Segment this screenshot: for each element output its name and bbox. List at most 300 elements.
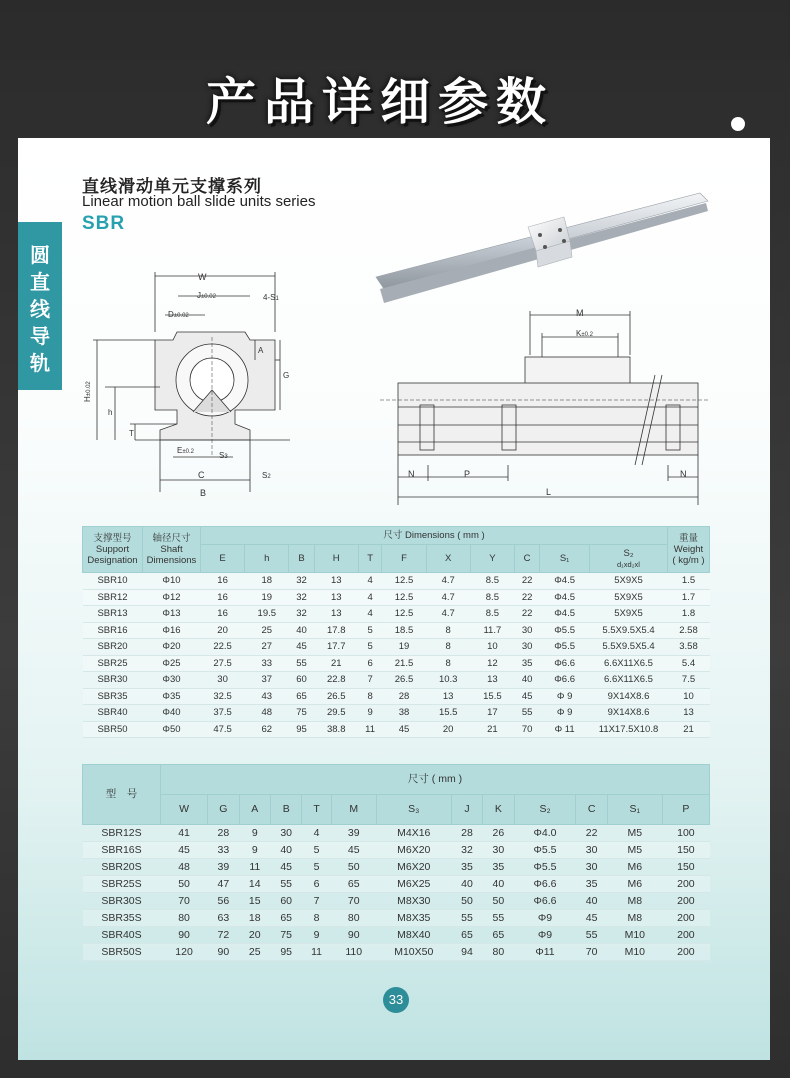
- table-cell: 40: [451, 876, 482, 893]
- table-cell: 35: [576, 876, 607, 893]
- table-cell: 65: [451, 927, 482, 944]
- table-row: [83, 842, 710, 859]
- table-cell: 15.5: [426, 705, 470, 722]
- table-cell: 70: [331, 893, 376, 910]
- table-cell: 95: [270, 944, 301, 961]
- table-cell: SBR25: [83, 655, 143, 672]
- table-cell: 16: [201, 589, 245, 606]
- table-cell: 37: [245, 672, 289, 689]
- table-cell: 10: [668, 688, 710, 705]
- table-row: [83, 825, 710, 842]
- table-cell: 25: [245, 622, 289, 639]
- table-cell: M8: [607, 910, 662, 927]
- dim-label-N-right: N: [680, 469, 687, 479]
- table-cell: 12: [470, 655, 514, 672]
- table-cell: 18.5: [382, 622, 426, 639]
- col-header: S₂: [514, 795, 576, 825]
- table-cell: 55: [514, 705, 539, 722]
- col-header: B: [270, 795, 301, 825]
- table-cell: 6: [302, 876, 331, 893]
- header-dimensions: 尺寸 Dimensions ( mm ): [201, 527, 668, 545]
- svg-text:D±0.02: [168, 310, 189, 319]
- table-cell: 21: [314, 655, 358, 672]
- table-cell: 80: [331, 910, 376, 927]
- table-cell: 27.5: [201, 655, 245, 672]
- table-cell: 13: [314, 606, 358, 623]
- table-cell: 12.5: [382, 589, 426, 606]
- dim-label-S3-sub: 3: [224, 454, 228, 460]
- header-shaft: 轴径尺寸 Shaft Dimensions: [143, 527, 201, 573]
- dim-label-W: W: [198, 272, 207, 282]
- table-row: [83, 622, 710, 639]
- table-cell: 50: [451, 893, 482, 910]
- table-cell: 62: [245, 721, 289, 738]
- dim-tolerance-K: ±0.2: [581, 332, 593, 338]
- table-cell: 17: [470, 705, 514, 722]
- table-cell: 200: [662, 876, 709, 893]
- side-tab-char: 轨: [30, 351, 50, 375]
- table-cell: 11: [358, 721, 382, 738]
- table-cell: 22.8: [314, 672, 358, 689]
- table-cell: 9X14X8.6: [590, 705, 668, 722]
- table-row: [83, 944, 710, 961]
- side-view-drawing: [380, 305, 710, 505]
- table-cell: 45: [514, 688, 539, 705]
- dim-label-T: T: [129, 429, 134, 438]
- table-cell: 3.58: [668, 639, 710, 656]
- table-row: [83, 672, 710, 689]
- table-row: [83, 705, 710, 722]
- table-cell: 5.5X9.5X5.4: [590, 639, 668, 656]
- table-cell: 13: [314, 589, 358, 606]
- table-cell: 94: [451, 944, 482, 961]
- table-cell: SBR40: [83, 705, 143, 722]
- table-cell: 30: [201, 672, 245, 689]
- table-cell: 60: [289, 672, 314, 689]
- table-cell: Φ12: [143, 589, 201, 606]
- table-cell: 55: [451, 910, 482, 927]
- table-cell: M8X35: [376, 910, 451, 927]
- table-cell: 25: [239, 944, 270, 961]
- table-cell: 35: [451, 859, 482, 876]
- table-cell: 80: [483, 944, 514, 961]
- table-row: [83, 859, 710, 876]
- table-cell: 1.5: [668, 573, 710, 590]
- table-cell: 8: [426, 622, 470, 639]
- series-title-en: Linear motion ball slide units series: [82, 193, 316, 210]
- table-cell: SBR50S: [83, 944, 161, 961]
- table-cell: 55: [289, 655, 314, 672]
- col-header: h: [245, 545, 289, 573]
- table-cell: 80: [161, 910, 208, 927]
- table-row: [83, 639, 710, 656]
- table-cell: SBR50: [83, 721, 143, 738]
- table-cell: 33: [208, 842, 239, 859]
- table-cell: Φ10: [143, 573, 201, 590]
- table-cell: 50: [161, 876, 208, 893]
- table-cell: M10: [607, 927, 662, 944]
- table-cell: SBR12: [83, 589, 143, 606]
- table-cell: 41: [161, 825, 208, 842]
- table-cell: 38: [382, 705, 426, 722]
- header-model: 型 号: [83, 765, 161, 825]
- table-cell: 4: [302, 825, 331, 842]
- table-cell: 1.7: [668, 589, 710, 606]
- col-header: T: [302, 795, 331, 825]
- table-cell: 20: [201, 622, 245, 639]
- table-cell: SBR16: [83, 622, 143, 639]
- dim-label-K: K: [576, 329, 582, 338]
- table-cell: 22: [514, 589, 539, 606]
- table-cell: 75: [289, 705, 314, 722]
- table-cell: 43: [245, 688, 289, 705]
- table-cell: 45: [331, 842, 376, 859]
- dim-label-D: D: [168, 310, 174, 319]
- table-cell: 32: [451, 842, 482, 859]
- table-cell: Φ6.6: [540, 672, 590, 689]
- table-cell: 2.58: [668, 622, 710, 639]
- table-cell: 6.6X11X6.5: [590, 672, 668, 689]
- table-row: [83, 876, 710, 893]
- col-header: W: [161, 795, 208, 825]
- table-cell: SBR25S: [83, 876, 161, 893]
- table-cell: 30: [514, 639, 539, 656]
- table-cell: SBR20: [83, 639, 143, 656]
- dim-label-S2: S: [262, 471, 268, 480]
- table-cell: 8: [302, 910, 331, 927]
- header-weight: 重量 Weight ( kg/m ): [668, 527, 710, 573]
- table-cell: 40: [514, 672, 539, 689]
- table-cell: 13: [426, 688, 470, 705]
- table-cell: 22: [514, 573, 539, 590]
- table-cell: 37.5: [201, 705, 245, 722]
- table-cell: 30: [270, 825, 301, 842]
- table-cell: 6: [358, 655, 382, 672]
- table-cell: 5: [302, 842, 331, 859]
- table-cell: Φ4.5: [540, 573, 590, 590]
- dim-label-H: H: [83, 396, 92, 402]
- table-cell: 4.7: [426, 606, 470, 623]
- table-cell: 35: [483, 859, 514, 876]
- dim-tolerance-J: ±0.02: [201, 294, 216, 300]
- table-cell: 40: [483, 876, 514, 893]
- table-cell: M6X25: [376, 876, 451, 893]
- dim-label-h: h: [108, 408, 113, 417]
- table-cell: 56: [208, 893, 239, 910]
- table-cell: Φ13: [143, 606, 201, 623]
- table-cell: 21.5: [382, 655, 426, 672]
- table-cell: 7: [358, 672, 382, 689]
- dim-label-holes-sub: 1: [275, 296, 279, 302]
- table-cell: 27: [245, 639, 289, 656]
- table-row: [83, 721, 710, 738]
- table-cell: 20: [239, 927, 270, 944]
- page-number: 33: [383, 987, 409, 1013]
- table-cell: Φ35: [143, 688, 201, 705]
- table-cell: M10: [607, 944, 662, 961]
- table-cell: 72: [208, 927, 239, 944]
- table-row: [83, 688, 710, 705]
- table-cell: 45: [270, 859, 301, 876]
- dim-label-holes: 4-S: [263, 293, 276, 302]
- table-cell: 9: [302, 927, 331, 944]
- table-cell: Φ 9: [540, 705, 590, 722]
- dim-label-A: A: [258, 346, 264, 355]
- table-cell: 60: [270, 893, 301, 910]
- table-cell: 55: [483, 910, 514, 927]
- table-cell: 7.5: [668, 672, 710, 689]
- table-cell: 32: [289, 589, 314, 606]
- table-cell: 4: [358, 606, 382, 623]
- table-row: [83, 606, 710, 623]
- table-cell: 10: [470, 639, 514, 656]
- table-row: [83, 589, 710, 606]
- table-cell: 9: [358, 705, 382, 722]
- table-cell: 40: [270, 842, 301, 859]
- col-header: B: [289, 545, 314, 573]
- table-cell: 48: [245, 705, 289, 722]
- col-header: K: [483, 795, 514, 825]
- table-cell: 4.7: [426, 573, 470, 590]
- table-cell: 28: [208, 825, 239, 842]
- table-cell: 13: [314, 573, 358, 590]
- table-cell: 45: [289, 639, 314, 656]
- table-cell: 50: [483, 893, 514, 910]
- table-cell: 8.5: [470, 589, 514, 606]
- table-cell: 28: [382, 688, 426, 705]
- table-cell: 150: [662, 859, 709, 876]
- table-cell: 5X9X5: [590, 573, 668, 590]
- col-header: Y: [470, 545, 514, 573]
- dim-label-C: C: [198, 470, 205, 480]
- table-cell: 8.5: [470, 573, 514, 590]
- table-cell: 7: [302, 893, 331, 910]
- table-cell: Φ6.6: [540, 655, 590, 672]
- table-cell: 55: [576, 927, 607, 944]
- table-cell: 39: [208, 859, 239, 876]
- table-cell: 12.5: [382, 573, 426, 590]
- table-cell: 8: [358, 688, 382, 705]
- table-cell: Φ50: [143, 721, 201, 738]
- table-cell: 200: [662, 893, 709, 910]
- table-cell: 18: [245, 573, 289, 590]
- table-cell: 6.6X11X6.5: [590, 655, 668, 672]
- table-cell: 40: [576, 893, 607, 910]
- dim-label-P: P: [464, 469, 471, 479]
- table-cell: 200: [662, 910, 709, 927]
- table-cell: 65: [331, 876, 376, 893]
- table-cell: 45: [576, 910, 607, 927]
- header-dimensions: 尺寸 ( mm ): [161, 765, 710, 795]
- table-cell: 16: [201, 573, 245, 590]
- table-cell: 8.5: [470, 606, 514, 623]
- table-cell: 45: [161, 842, 208, 859]
- table-cell: 19: [245, 589, 289, 606]
- table-cell: 12.5: [382, 606, 426, 623]
- header-designation: 支撑型号 Support Designation: [83, 527, 143, 573]
- table-cell: 65: [483, 927, 514, 944]
- table-cell: 4.7: [426, 589, 470, 606]
- svg-text:S3: [219, 451, 228, 460]
- table-cell: 13: [668, 705, 710, 722]
- dim-tolerance-H: ±0.02: [86, 381, 92, 397]
- table-cell: 11.7: [470, 622, 514, 639]
- table-cell: 4: [358, 589, 382, 606]
- col-header: X: [426, 545, 470, 573]
- table-cell: 22.5: [201, 639, 245, 656]
- slide-unit-spec-table: [82, 764, 710, 961]
- table-cell: 40: [289, 622, 314, 639]
- svg-text:S2: [262, 471, 271, 480]
- table-cell: Φ25: [143, 655, 201, 672]
- support-spec-table: [82, 526, 710, 738]
- table-cell: 5X9X5: [590, 606, 668, 623]
- table-cell: SBR16S: [83, 842, 161, 859]
- table-cell: M8X40: [376, 927, 451, 944]
- table-cell: 17.7: [314, 639, 358, 656]
- table-cell: 14: [239, 876, 270, 893]
- table-cell: Φ5.5: [514, 859, 576, 876]
- table-cell: Φ20: [143, 639, 201, 656]
- dim-tolerance-E: ±0.2: [182, 449, 194, 455]
- dim-label-B: B: [200, 488, 207, 498]
- table-cell: M5: [607, 825, 662, 842]
- table-cell: 35: [514, 655, 539, 672]
- side-tab-char: 导: [30, 324, 50, 348]
- table-cell: 26: [483, 825, 514, 842]
- table-cell: 22: [514, 606, 539, 623]
- series-code: SBR: [82, 213, 126, 234]
- table-cell: 21: [668, 721, 710, 738]
- table-cell: 5: [302, 859, 331, 876]
- dim-label-S2-sub: 2: [267, 474, 271, 480]
- product-photo: [370, 185, 715, 310]
- dim-label-S3: S: [219, 451, 225, 460]
- table-cell: Φ40: [143, 705, 201, 722]
- table-cell: Φ 9: [540, 688, 590, 705]
- col-header: P: [662, 795, 709, 825]
- banner-dot: [731, 117, 745, 131]
- table-cell: 26.5: [382, 672, 426, 689]
- table-cell: 1.8: [668, 606, 710, 623]
- table-cell: SBR30S: [83, 893, 161, 910]
- table-cell: 13: [470, 672, 514, 689]
- table-cell: M4X16: [376, 825, 451, 842]
- dim-label-G: G: [283, 371, 290, 380]
- table-cell: 4: [358, 573, 382, 590]
- table-cell: SBR40S: [83, 927, 161, 944]
- table-cell: 47: [208, 876, 239, 893]
- svg-text:J±0.02: [197, 291, 217, 300]
- table-row: [83, 910, 710, 927]
- table-cell: 110: [331, 944, 376, 961]
- table-cell: M8: [607, 893, 662, 910]
- table-cell: Φ5.5: [514, 842, 576, 859]
- table-cell: Φ9: [514, 927, 576, 944]
- table-cell: SBR10: [83, 573, 143, 590]
- side-category-tab: [18, 222, 62, 390]
- dim-label-J: J: [197, 291, 201, 300]
- table-cell: SBR20S: [83, 859, 161, 876]
- table-cell: 33: [245, 655, 289, 672]
- table-cell: 150: [662, 842, 709, 859]
- table-cell: 70: [576, 944, 607, 961]
- table-cell: 75: [270, 927, 301, 944]
- table-cell: 90: [161, 927, 208, 944]
- table-cell: 16: [201, 606, 245, 623]
- table-row: [83, 573, 710, 590]
- table-cell: 28: [451, 825, 482, 842]
- table-cell: 200: [662, 944, 709, 961]
- col-header: S₃: [376, 795, 451, 825]
- table-cell: Φ11: [514, 944, 576, 961]
- dim-label-E: E: [177, 446, 183, 455]
- table-cell: SBR35S: [83, 910, 161, 927]
- svg-text:E±0.2: [177, 446, 195, 455]
- table-cell: 90: [208, 944, 239, 961]
- table-cell: 9: [239, 825, 270, 842]
- table-cell: 5: [358, 639, 382, 656]
- table-cell: 39: [331, 825, 376, 842]
- table-cell: Φ6.6: [514, 893, 576, 910]
- col-header-s2: S₂ d₁xd₂xl: [590, 545, 668, 573]
- table-cell: SBR35: [83, 688, 143, 705]
- cross-section-drawing: [85, 262, 300, 510]
- table-cell: 5.4: [668, 655, 710, 672]
- table-cell: 70: [161, 893, 208, 910]
- table-cell: 15: [239, 893, 270, 910]
- table-cell: 48: [161, 859, 208, 876]
- table-cell: 20: [426, 721, 470, 738]
- dim-label-N-left: N: [408, 469, 415, 479]
- side-tab-char: 直: [30, 270, 50, 294]
- svg-text:4-S1: [263, 293, 279, 302]
- col-header: C: [514, 545, 539, 573]
- col-header: H: [314, 545, 358, 573]
- table-cell: 18: [239, 910, 270, 927]
- table-cell: 8: [426, 655, 470, 672]
- table-cell: 21: [470, 721, 514, 738]
- table-cell: Φ4.0: [514, 825, 576, 842]
- table-cell: M6X20: [376, 842, 451, 859]
- table-row: [83, 893, 710, 910]
- table-cell: SBR30: [83, 672, 143, 689]
- table-cell: Φ 11: [540, 721, 590, 738]
- table-cell: 45: [382, 721, 426, 738]
- dim-tolerance-D: ±0.02: [173, 313, 189, 319]
- table-cell: 38.8: [314, 721, 358, 738]
- table-cell: SBR13: [83, 606, 143, 623]
- table-cell: 32: [289, 606, 314, 623]
- table-cell: M8X30: [376, 893, 451, 910]
- col-header: F: [382, 545, 426, 573]
- table-cell: 22: [576, 825, 607, 842]
- table-cell: M6X20: [376, 859, 451, 876]
- dim-label-L: L: [546, 487, 552, 497]
- table-cell: SBR12S: [83, 825, 161, 842]
- series-title-cn: 直线滑动单元支撑系列: [82, 177, 262, 197]
- table-cell: 95: [289, 721, 314, 738]
- col-header: J: [451, 795, 482, 825]
- table-cell: 30: [514, 622, 539, 639]
- table-cell: 19: [382, 639, 426, 656]
- table-cell: 30: [576, 859, 607, 876]
- side-tab-char: 圆: [30, 243, 50, 267]
- table-cell: 50: [331, 859, 376, 876]
- table-cell: 30: [576, 842, 607, 859]
- dim-label-M: M: [576, 308, 584, 318]
- table-cell: 17.8: [314, 622, 358, 639]
